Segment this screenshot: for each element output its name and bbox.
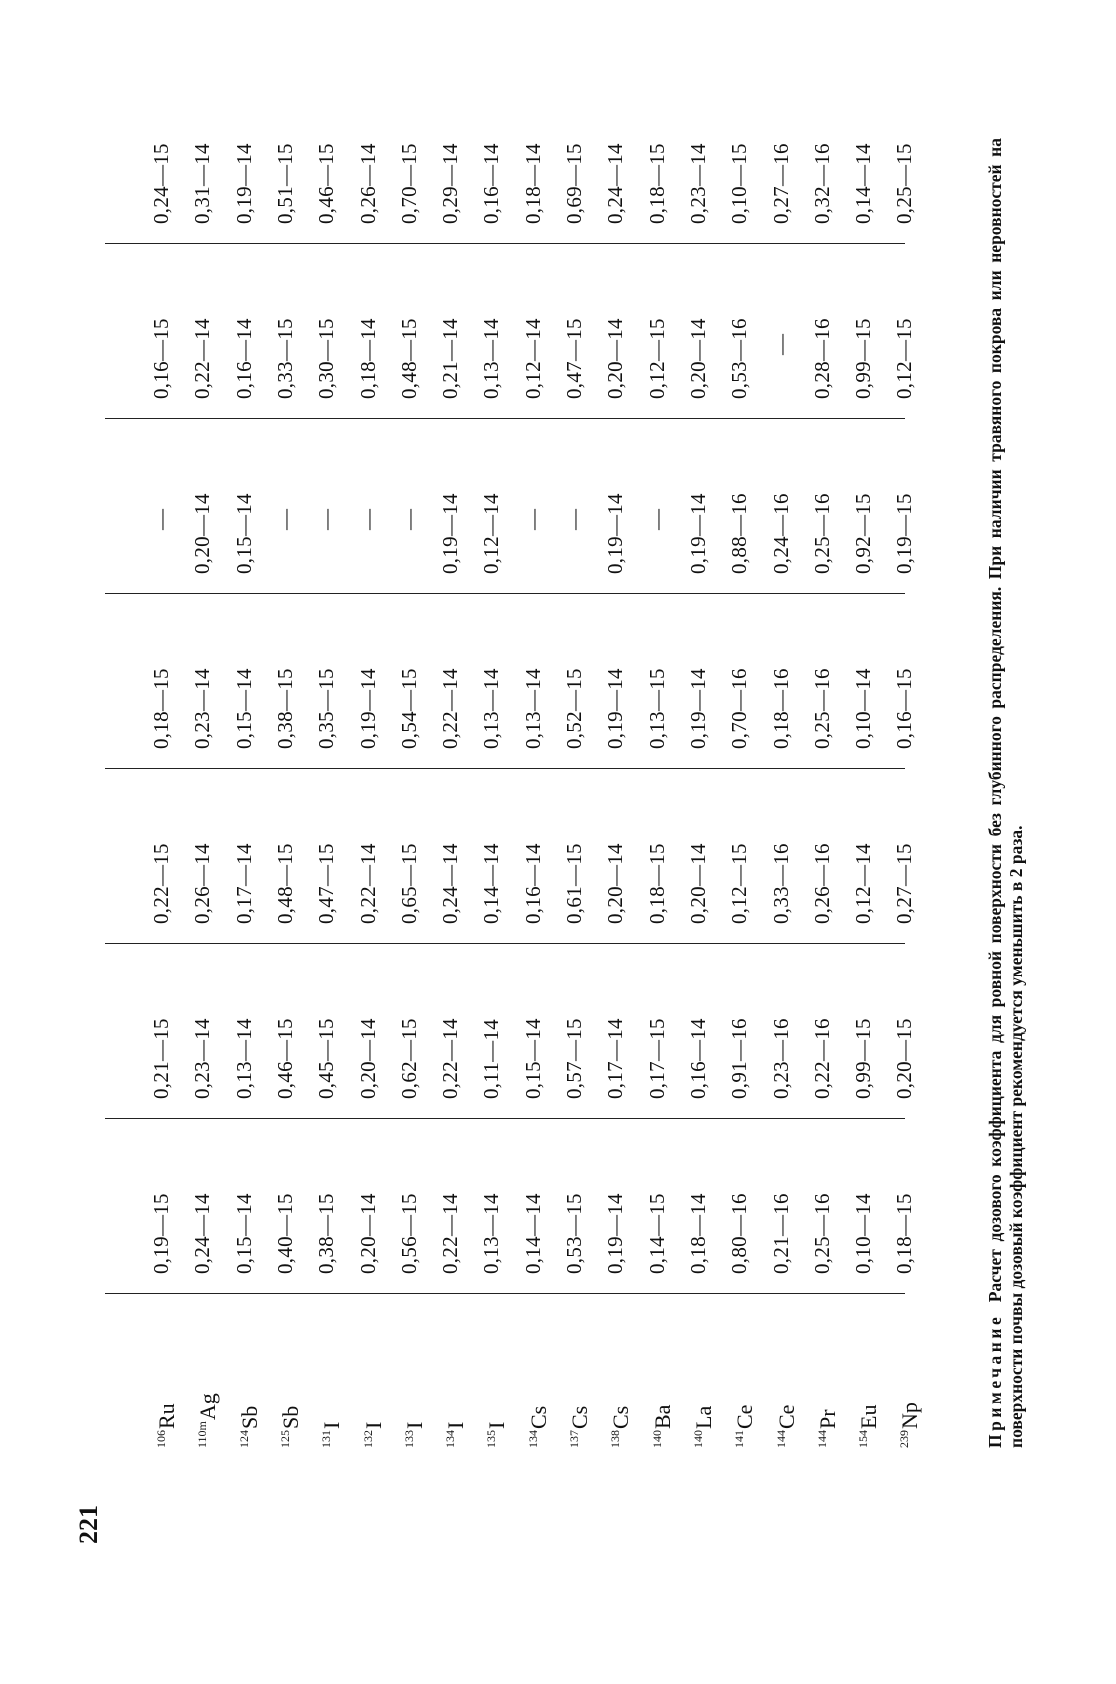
coefficient-cell: 0,40—15 xyxy=(272,1193,297,1274)
coefficient-cell: 0,19—14 xyxy=(438,493,463,574)
isotope-label xyxy=(598,1318,638,1448)
table-row xyxy=(307,0,347,1684)
coefficient-cell: 0,20—14 xyxy=(190,493,215,574)
coefficient-cell: — xyxy=(562,508,586,530)
coefficient-cell: 0,16—14 xyxy=(231,318,256,399)
coefficient-cell: 0,11—14 xyxy=(479,1018,504,1099)
coefficient-cell: 0,18—15 xyxy=(644,843,669,924)
coefficient-cell: 0,13—15 xyxy=(644,668,669,749)
coefficient-cell: 0,19—14 xyxy=(685,668,710,749)
isotope-mass-number: 124 xyxy=(236,1430,251,1448)
coefficient-cell: 0,13—14 xyxy=(479,668,504,749)
coefficient-cell: 0,33—15 xyxy=(272,318,297,399)
coefficient-cell: 0,12—14 xyxy=(479,493,504,574)
table-row xyxy=(679,0,719,1684)
isotope-mass-number: 140 xyxy=(690,1430,705,1448)
coefficient-cell: 0,47—15 xyxy=(314,843,339,924)
isotope-element-symbol: Ce xyxy=(732,1404,758,1429)
isotope-mass-number: 138 xyxy=(608,1430,623,1448)
isotope-mass-number: 154 xyxy=(856,1430,871,1448)
coefficient-cell: 0,26—16 xyxy=(809,843,834,924)
isotope-element-symbol: I xyxy=(401,1421,427,1429)
table-row xyxy=(266,0,306,1684)
isotope-element-symbol: Eu xyxy=(856,1404,882,1429)
isotope-label xyxy=(227,1318,267,1448)
coefficient-cell: 0,56—15 xyxy=(396,1193,421,1274)
isotope-label xyxy=(351,1318,391,1448)
coefficient-cell: 0,13—14 xyxy=(479,318,504,399)
coefficient-cell: 0,70—16 xyxy=(727,668,752,749)
coefficient-cell: 0,19—14 xyxy=(685,493,710,574)
coefficient-cell: 0,16—15 xyxy=(149,318,173,399)
coefficient-cell: 0,16—15 xyxy=(892,668,917,749)
coefficient-cell: 0,48—15 xyxy=(396,318,421,399)
isotope-mass-number: 133 xyxy=(401,1430,416,1448)
coefficient-cell: 0,48—15 xyxy=(272,843,297,924)
coefficient-cell: — xyxy=(768,333,793,355)
isotope-mass-number: 110m xyxy=(195,1421,210,1448)
coefficient-cell: 0,14—14 xyxy=(479,843,504,924)
isotope-element-symbol: Cs xyxy=(525,1405,551,1429)
isotope-mass-number: 140 xyxy=(649,1430,664,1448)
coefficient-cell: 0,21—16 xyxy=(768,1193,793,1274)
coefficient-cell: 0,61—15 xyxy=(562,843,586,924)
coefficient-cell: — xyxy=(520,508,545,530)
coefficient-cell: 0,22—16 xyxy=(809,1018,834,1099)
coefficient-cell: 0,15—14 xyxy=(231,1193,256,1274)
coefficient-cell: 0,23—14 xyxy=(685,143,710,224)
coefficient-cell: 0,22—14 xyxy=(438,1193,463,1274)
coefficient-cell: 0,18—15 xyxy=(892,1193,917,1274)
coefficient-cell: 0,16—14 xyxy=(479,143,504,224)
isotope-element-symbol: I xyxy=(360,1421,386,1429)
table-row xyxy=(803,0,843,1684)
coefficient-cell: 0,12—15 xyxy=(727,843,752,924)
isotope-label xyxy=(722,1318,762,1448)
coefficient-cell: 0,18—15 xyxy=(149,668,173,749)
isotope-element-symbol: La xyxy=(690,1405,716,1429)
coefficient-cell: — xyxy=(272,508,297,530)
coefficient-cell: 0,52—15 xyxy=(562,668,586,749)
coefficient-cell: 0,27—15 xyxy=(892,843,917,924)
coefficient-cell: 0,24—14 xyxy=(190,1193,215,1274)
coefficient-cell: 0,25—15 xyxy=(892,143,917,224)
coefficient-cell: 0,17—14 xyxy=(603,1018,628,1099)
coefficient-cell: 0,22—14 xyxy=(355,843,380,924)
coefficient-cell: 0,19—14 xyxy=(603,1193,628,1274)
coefficient-cell: 0,13—14 xyxy=(520,668,545,749)
coefficient-cell: 0,22—14 xyxy=(438,668,463,749)
coefficient-cell: 0,31—14 xyxy=(190,143,215,224)
coefficient-cell: 0,23—16 xyxy=(768,1018,793,1099)
isotope-label xyxy=(309,1318,349,1448)
isotope-label xyxy=(185,1318,225,1448)
coefficient-cell: 0,92—15 xyxy=(851,493,876,574)
table-row xyxy=(349,0,389,1684)
coefficient-cell: 0,57—15 xyxy=(562,1018,586,1099)
coefficient-cell: 0,12—14 xyxy=(851,843,876,924)
isotope-label xyxy=(640,1318,680,1448)
coefficient-cell: 0,51—15 xyxy=(272,143,297,224)
coefficient-cell: 0,10—15 xyxy=(727,143,752,224)
isotope-element-symbol: Sb xyxy=(236,1405,262,1429)
isotope-element-symbol: Cs xyxy=(567,1405,592,1429)
coefficient-cell: 0,22—14 xyxy=(438,1018,463,1099)
coefficient-cell: 0,19—14 xyxy=(231,143,256,224)
coefficient-cell: 0,29—14 xyxy=(438,143,463,224)
coefficient-cell: 0,99—15 xyxy=(851,318,876,399)
coefficient-cell: 0,19—15 xyxy=(892,493,917,574)
coefficient-cell: 0,16—14 xyxy=(685,1018,710,1099)
coefficient-cell: 0,33—16 xyxy=(768,843,793,924)
isotope-mass-number: 144 xyxy=(814,1430,829,1448)
coefficient-cell: 0,21—15 xyxy=(149,1018,173,1099)
table-row xyxy=(472,0,512,1684)
isotope-mass-number: 144 xyxy=(773,1430,788,1448)
coefficient-cell: 0,69—15 xyxy=(562,143,586,224)
coefficient-cell: 0,20—14 xyxy=(603,318,628,399)
table-row xyxy=(390,0,430,1684)
table-row xyxy=(885,0,925,1684)
coefficient-cell: 0,24—14 xyxy=(603,143,628,224)
isotope-element-symbol: Pr xyxy=(814,1409,840,1429)
coefficient-cell: 0,20—14 xyxy=(685,318,710,399)
isotope-mass-number: 135 xyxy=(484,1430,499,1448)
coefficient-cell: 0,88—16 xyxy=(727,493,752,574)
coefficient-cell: 0,14—14 xyxy=(520,1193,545,1274)
coefficient-cell: 0,10—14 xyxy=(851,1193,876,1274)
isotope-element-symbol: Ru xyxy=(154,1403,179,1429)
table-row xyxy=(183,0,223,1684)
coefficient-cell: 0,19—14 xyxy=(603,493,628,574)
isotope-element-symbol: Cs xyxy=(608,1405,634,1429)
footnote-lead: Примечание xyxy=(985,1313,1005,1448)
coefficient-cell: 0,25—16 xyxy=(809,1193,834,1274)
coefficient-cell: 0,20—14 xyxy=(685,843,710,924)
coefficient-cell: 0,14—14 xyxy=(851,143,876,224)
table-row xyxy=(431,0,471,1684)
coefficient-cell: — xyxy=(149,508,173,530)
coefficient-cell: 0,23—14 xyxy=(190,1018,215,1099)
isotope-element-symbol: I xyxy=(443,1421,469,1429)
coefficient-cell: 0,91—16 xyxy=(727,1018,752,1099)
coefficient-cell: 0,17—15 xyxy=(644,1018,669,1099)
coefficient-cell: 0,25—16 xyxy=(809,668,834,749)
page-number: 221 xyxy=(74,1505,103,1544)
isotope-mass-number: 132 xyxy=(360,1430,375,1448)
coefficient-cell: 0,47—15 xyxy=(562,318,586,399)
coefficient-cell: — xyxy=(644,508,669,530)
isotope-mass-number: 141 xyxy=(732,1430,747,1448)
coefficient-cell: 0,22—14 xyxy=(190,318,215,399)
coefficient-cell: 0,46—15 xyxy=(314,143,339,224)
coefficient-cell: 0,19—15 xyxy=(149,1193,173,1274)
table-row xyxy=(720,0,760,1684)
coefficient-cell: 0,23—14 xyxy=(190,668,215,749)
isotope-label xyxy=(516,1318,556,1448)
coefficient-cell: 0,53—15 xyxy=(562,1193,586,1274)
isotope-mass-number: 134 xyxy=(525,1430,540,1448)
coefficient-cell: 0,62—15 xyxy=(396,1018,421,1099)
isotope-element-symbol: I xyxy=(319,1421,345,1429)
coefficient-cell: 0,24—15 xyxy=(149,143,173,224)
coefficient-cell: 0,15—14 xyxy=(231,668,256,749)
table-row xyxy=(596,0,636,1684)
coefficient-cell: 0,38—15 xyxy=(272,668,297,749)
isotope-element-symbol: Np xyxy=(897,1402,923,1429)
isotope-label xyxy=(557,1318,597,1448)
coefficient-cell: 0,13—14 xyxy=(479,1193,504,1274)
table-row xyxy=(514,0,554,1684)
isotope-element-symbol: Sb xyxy=(277,1405,303,1429)
isotope-element-symbol: Ba xyxy=(649,1404,675,1429)
isotope-label xyxy=(268,1318,308,1448)
table-row xyxy=(225,0,265,1684)
coefficient-cell: — xyxy=(355,508,380,530)
coefficient-cell: 0,22—15 xyxy=(149,843,173,924)
coefficient-cell: 0,26—14 xyxy=(355,143,380,224)
isotope-element-symbol: I xyxy=(484,1421,510,1429)
coefficient-cell: 0,26—14 xyxy=(190,843,215,924)
isotope-mass-number: 131 xyxy=(319,1430,334,1448)
coefficient-cell: 0,15—14 xyxy=(520,1018,545,1099)
isotope-label xyxy=(474,1318,514,1448)
coefficient-cell: 0,20—15 xyxy=(892,1018,917,1099)
coefficient-cell: 0,21—14 xyxy=(438,318,463,399)
coefficient-cell: 0,15—14 xyxy=(231,493,256,574)
coefficient-cell: — xyxy=(396,508,421,530)
coefficient-cell: 0,53—16 xyxy=(727,318,752,399)
table-row xyxy=(762,0,802,1684)
coefficient-cell: 0,28—16 xyxy=(809,318,834,399)
coefficient-cell: 0,12—15 xyxy=(644,318,669,399)
isotope-label xyxy=(887,1318,927,1448)
coefficient-cell: 0,38—15 xyxy=(314,1193,339,1274)
coefficient-cell: 0,18—14 xyxy=(520,143,545,224)
coefficient-cell: — xyxy=(314,508,339,530)
table-row xyxy=(638,0,678,1684)
isotope-element-symbol: Ce xyxy=(773,1404,799,1429)
coefficient-cell: 0,19—14 xyxy=(603,668,628,749)
isotope-label xyxy=(392,1318,432,1448)
table-footnote xyxy=(985,138,1027,1448)
coefficient-cell: 0,18—15 xyxy=(644,143,669,224)
coefficient-cell: 0,70—15 xyxy=(396,143,421,224)
coefficient-cell: 0,46—15 xyxy=(272,1018,297,1099)
isotope-label xyxy=(681,1318,721,1448)
coefficient-cell: 0,80—16 xyxy=(727,1193,752,1274)
coefficient-cell: 0,13—14 xyxy=(231,1018,256,1099)
coefficient-cell: 0,19—14 xyxy=(355,668,380,749)
coefficient-cell: 0,10—14 xyxy=(851,668,876,749)
isotope-mass-number: 106 xyxy=(154,1430,168,1448)
coefficient-cell: 0,24—16 xyxy=(768,493,793,574)
coefficient-cell: 0,24—14 xyxy=(438,843,463,924)
isotope-mass-number: 134 xyxy=(443,1430,458,1448)
coefficient-cell: 0,12—15 xyxy=(892,318,917,399)
coefficient-cell: 0,18—14 xyxy=(685,1193,710,1274)
coefficient-cell: 0,65—15 xyxy=(396,843,421,924)
coefficient-cell: 0,45—15 xyxy=(314,1018,339,1099)
coefficient-cell: 0,17—14 xyxy=(231,843,256,924)
coefficient-cell: 0,12—14 xyxy=(520,318,545,399)
isotope-element-symbol: Ag xyxy=(195,1393,221,1421)
footnote-text: Расчет дозового коэффициента для ровной поверхности без глубинного распределения. При наличии травяного покрова или неровностей на поверхности почвы дозовый коэффициент рекомендуется уменьшить в 2 раза. xyxy=(985,137,1026,1448)
isotope-label xyxy=(805,1318,845,1448)
coefficient-cell: 0,18—16 xyxy=(768,668,793,749)
isotope-mass-number: 125 xyxy=(277,1430,292,1448)
isotope-label xyxy=(144,1318,184,1448)
table-row xyxy=(555,0,595,1684)
coefficient-cell: 0,20—14 xyxy=(355,1018,380,1099)
isotope-mass-number: 137 xyxy=(567,1430,581,1448)
isotope-label xyxy=(846,1318,886,1448)
isotope-label xyxy=(433,1318,473,1448)
coefficient-cell: 0,16—14 xyxy=(520,843,545,924)
coefficient-cell: 0,54—15 xyxy=(396,668,421,749)
coefficient-cell: 0,27—16 xyxy=(768,143,793,224)
coefficient-cell: 0,99—15 xyxy=(851,1018,876,1099)
coefficient-cell: 0,30—15 xyxy=(314,318,339,399)
table-row xyxy=(844,0,884,1684)
coefficient-cell: 0,20—14 xyxy=(355,1193,380,1274)
table-row xyxy=(142,0,182,1684)
coefficient-cell: 0,20—14 xyxy=(603,843,628,924)
coefficient-cell: 0,32—16 xyxy=(809,143,834,224)
isotope-mass-number: 239 xyxy=(897,1430,912,1448)
isotope-label xyxy=(764,1318,804,1448)
coefficient-cell: 0,35—15 xyxy=(314,668,339,749)
coefficient-cell: 0,18—14 xyxy=(355,318,380,399)
coefficient-cell: 0,14—15 xyxy=(644,1193,669,1274)
coefficient-cell: 0,25—16 xyxy=(809,493,834,574)
